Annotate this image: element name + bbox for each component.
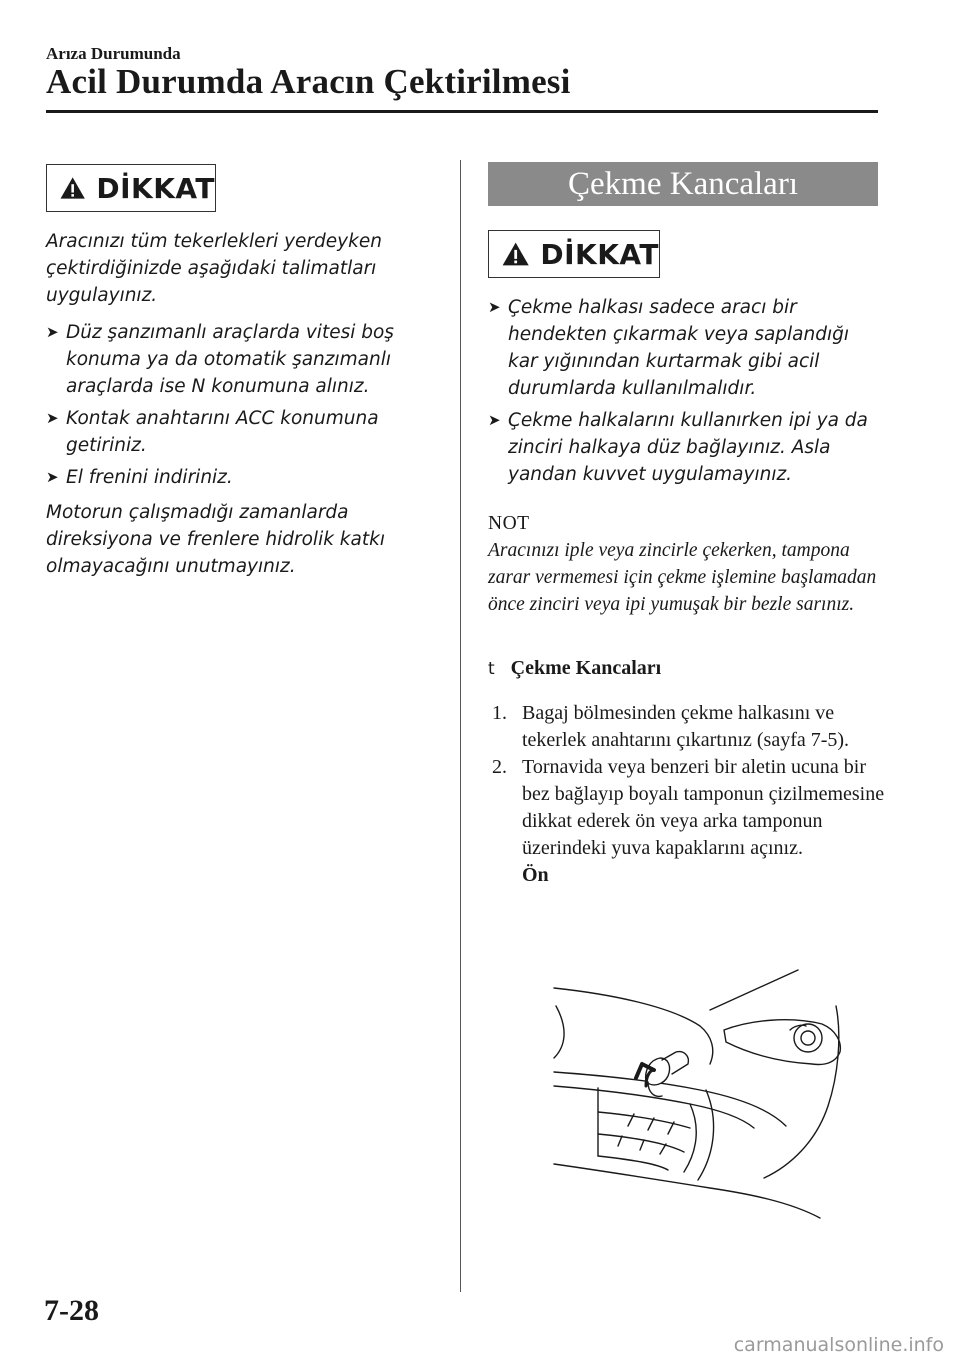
front-bumper-illustration: [550, 966, 850, 1226]
note-heading: NOT: [488, 513, 530, 534]
section-banner: Çekme Kancaları: [488, 162, 878, 206]
step-number: 1.: [492, 702, 507, 724]
list-item: ➤ Çekme halkası sadece aracı bir hendekten çıkarmak veya saplandığı kar yığınından kurtarmak gibi acil durumlarda kullanılmalıdır.: [488, 294, 880, 402]
list-item: ➤ Düz şanzımanlı araçlarda vitesi boş konuma ya da otomatik şanzımanlı araçlarda ise N konumuna alınız.: [46, 319, 446, 400]
page-title: Acil Durumda Aracın Çektirilmesi: [46, 62, 571, 101]
caution-closing: Motorun çalışmadığı zamanlarda direksiyona ve frenlere hidrolik katkı olmayacağını unutmayınız.: [46, 502, 385, 577]
arrowhead-right-icon: ➤: [488, 411, 501, 429]
caution-box-left: [46, 164, 216, 212]
step-text: Bagaj bölmesinden çekme halkasını ve tekerlek anahtarını çıkartınız (sayfa 7-5).: [522, 702, 850, 751]
caution-intro: Aracınızı tüm tekerlekleri yerdeyken çektirdiğinizde aşağıdaki talimatları uygulayınız.: [46, 231, 382, 306]
step-item: [488, 754, 888, 889]
arrowhead-right-icon: ➤: [488, 298, 501, 316]
caution-box-right: [488, 230, 660, 278]
column-divider: [460, 160, 461, 1292]
arrowhead-right-icon: ➤: [46, 409, 59, 427]
step-sub-label: Ön: [522, 864, 549, 886]
subsection-heading: [488, 657, 661, 680]
section-label: Arıza Durumunda: [46, 44, 181, 63]
header-rule: [46, 110, 878, 113]
caution-label: DİKKAT: [96, 171, 215, 205]
steps-list: [488, 700, 888, 889]
subsection-title: Çekme Kancaları: [510, 657, 662, 679]
arrowhead-right-icon: ➤: [46, 323, 59, 341]
left-caution-content: [46, 228, 446, 580]
step-item: [488, 700, 888, 754]
note-text: Aracınızı iple veya zincirle çekerken, tampona zarar vermemesi için çekme işlemine başlamadan önce zinciri veya ipi yumuşak bir bezle sarınız.: [488, 540, 877, 615]
caution-bullet-list: [488, 294, 880, 488]
list-item: ➤ El frenini indiriniz.: [46, 464, 446, 491]
caution-bullet-list: [46, 319, 446, 491]
subsection-marker: t: [488, 659, 495, 679]
step-number: 2.: [492, 756, 507, 778]
arrowhead-right-icon: ➤: [46, 468, 59, 486]
list-item: ➤ Çekme halkalarını kullanırken ipi ya da zinciri halkaya düz bağlayınız. Asla yandan kuvvet uygulamayınız.: [488, 407, 880, 488]
warning-triangle-icon: [501, 238, 530, 270]
warning-triangle-icon: [59, 172, 86, 204]
watermark: carmanualsonline.info: [733, 1334, 944, 1356]
note-block: [488, 510, 888, 618]
caution-label: DİKKAT: [540, 237, 659, 271]
page-number: 7-28: [44, 1294, 99, 1327]
list-item: ➤ Kontak anahtarını ACC konumuna getiriniz.: [46, 405, 446, 459]
right-caution-content: [488, 294, 880, 493]
step-text: Tornavida veya benzeri bir aletin ucuna bir bez bağlayıp boyalı tamponun çizilmemesine dikkat ederek ön veya arka tamponun üzerindeki yuva kapaklarını açınız.: [522, 756, 885, 859]
